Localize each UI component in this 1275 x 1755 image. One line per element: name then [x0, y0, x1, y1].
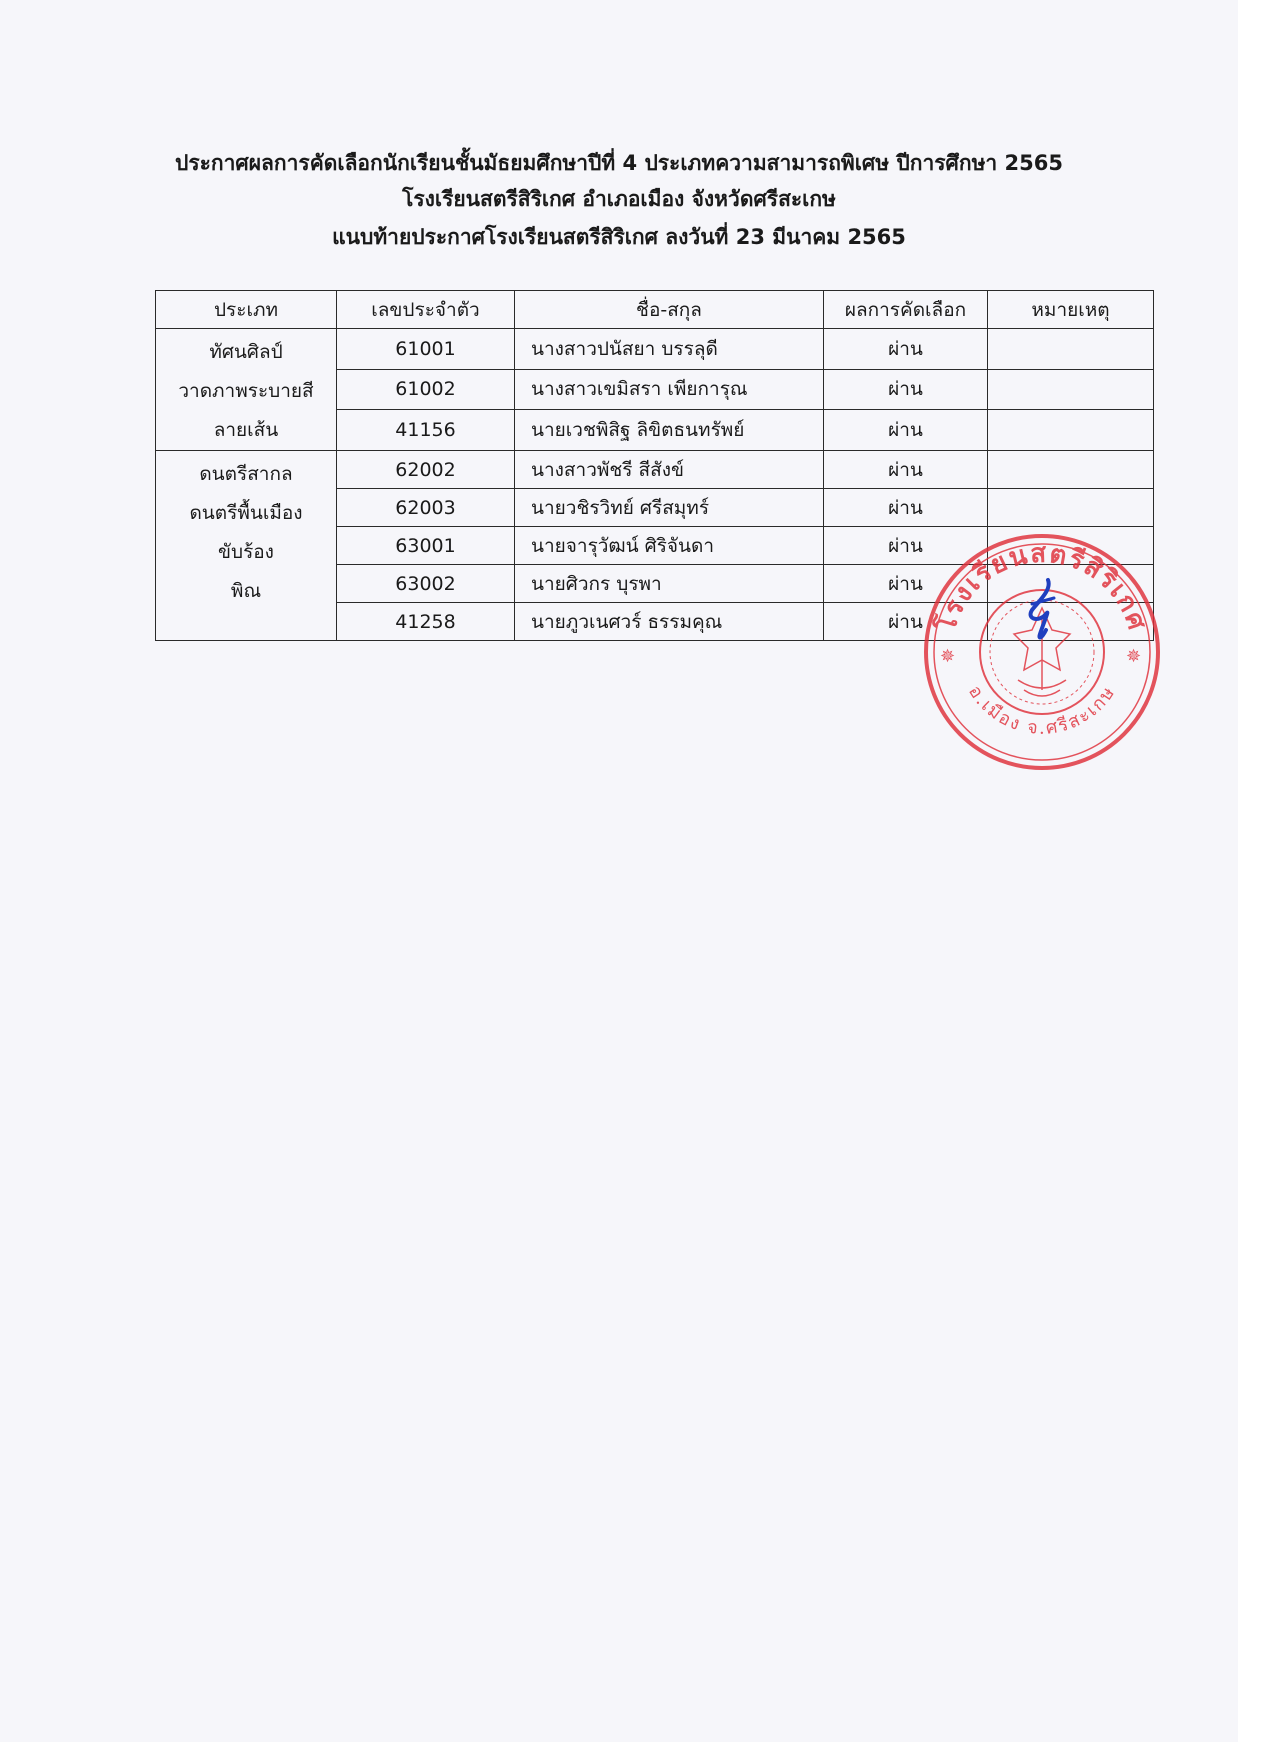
remark: [988, 369, 1154, 410]
seal-bottom-text: อ.เมือง จ.ศรีสะเกษ: [964, 681, 1120, 739]
student-name: นางสาวเขมิสรา เพียการุณ: [515, 369, 824, 410]
student-id: 62003: [337, 489, 515, 527]
category-line: ดนตรีพื้นเมือง: [189, 502, 303, 524]
student-id: 61002: [337, 369, 515, 410]
category-line: ทัศนศิลป์: [209, 341, 283, 363]
column-header-result: ผลการคัดเลือก: [824, 291, 988, 329]
announcement-title: ประกาศผลการคัดเลือกนักเรียนชั้นมัธยมศึกษาปีที่ 4 ประเภทความสามารถพิเศษ ปีการศึกษา 2565: [175, 151, 1063, 175]
selection-result: ผ่าน: [824, 410, 988, 451]
student-id: 62002: [337, 451, 515, 489]
selection-result: ผ่าน: [824, 527, 988, 565]
remark: [988, 329, 1154, 370]
table-row: [156, 329, 1154, 370]
seal-emblem: [1014, 608, 1070, 696]
category-line: ลายเส้น: [213, 419, 279, 441]
selection-result: ผ่าน: [824, 329, 988, 370]
student-id: 41156: [337, 410, 515, 451]
remark: [988, 410, 1154, 451]
scan-margin-right: [1238, 0, 1275, 1755]
student-name: นายภูวเนศวร์ ธรรมคุณ: [515, 603, 824, 641]
selection-result: ผ่าน: [824, 565, 988, 603]
student-id: 61001: [337, 329, 515, 370]
column-header-note: หมายเหตุ: [988, 291, 1154, 329]
selection-result: ผ่าน: [824, 489, 988, 527]
category-line: ขับร้อง: [218, 541, 274, 563]
table-header-row: [156, 291, 1154, 329]
remark: [988, 451, 1154, 489]
selection-result: ผ่าน: [824, 603, 988, 641]
student-name: นายจารุวัฒน์ ศิริจันดา: [515, 527, 824, 565]
student-name: นายศิวกร บุรพา: [515, 565, 824, 603]
category-cell-visual-art: [156, 329, 337, 451]
school-location: โรงเรียนสตรีสิริเกศ อำเภอเมือง จังหวัดศรีสะเกษ: [402, 187, 836, 211]
student-id: 63001: [337, 527, 515, 565]
category-line: ดนตรีสากล: [199, 463, 293, 485]
table-row: [156, 451, 1154, 489]
column-header-id: เลขประจำตัว: [337, 291, 515, 329]
student-name: นายวชิรวิทย์ ศรีสมุทร์: [515, 489, 824, 527]
student-name: นายเวชพิสิฐ ลิขิตธนทรัพย์: [515, 410, 824, 451]
column-header-type: ประเภท: [156, 291, 337, 329]
student-name: นางสาวปนัสยา บรรลุดี: [515, 329, 824, 370]
school-seal-stamp: [920, 530, 1164, 774]
seal-star-icon-right: ✵: [1126, 646, 1142, 667]
scan-margin-bottom: [0, 1742, 1238, 1755]
selection-result: ผ่าน: [824, 369, 988, 410]
category-line: วาดภาพระบายสี: [178, 380, 314, 402]
column-header-name: ชื่อ-สกุล: [515, 291, 824, 329]
student-id: 63002: [337, 565, 515, 603]
selection-result: ผ่าน: [824, 451, 988, 489]
seal-top-text: โรงเรียนสตรีสิริเกศ: [931, 538, 1153, 636]
attachment-date-line: แนบท้ายประกาศโรงเรียนสตรีสิริเกศ ลงวันที่ 23 มีนาคม 2565: [332, 225, 906, 249]
category-line: พิณ: [230, 580, 262, 602]
seal-star-icon-left: ✵: [940, 646, 956, 667]
student-id: 41258: [337, 603, 515, 641]
category-cell-music: [156, 451, 337, 641]
remark: [988, 489, 1154, 527]
student-name: นางสาวพัชรี สีสังข์: [515, 451, 824, 489]
